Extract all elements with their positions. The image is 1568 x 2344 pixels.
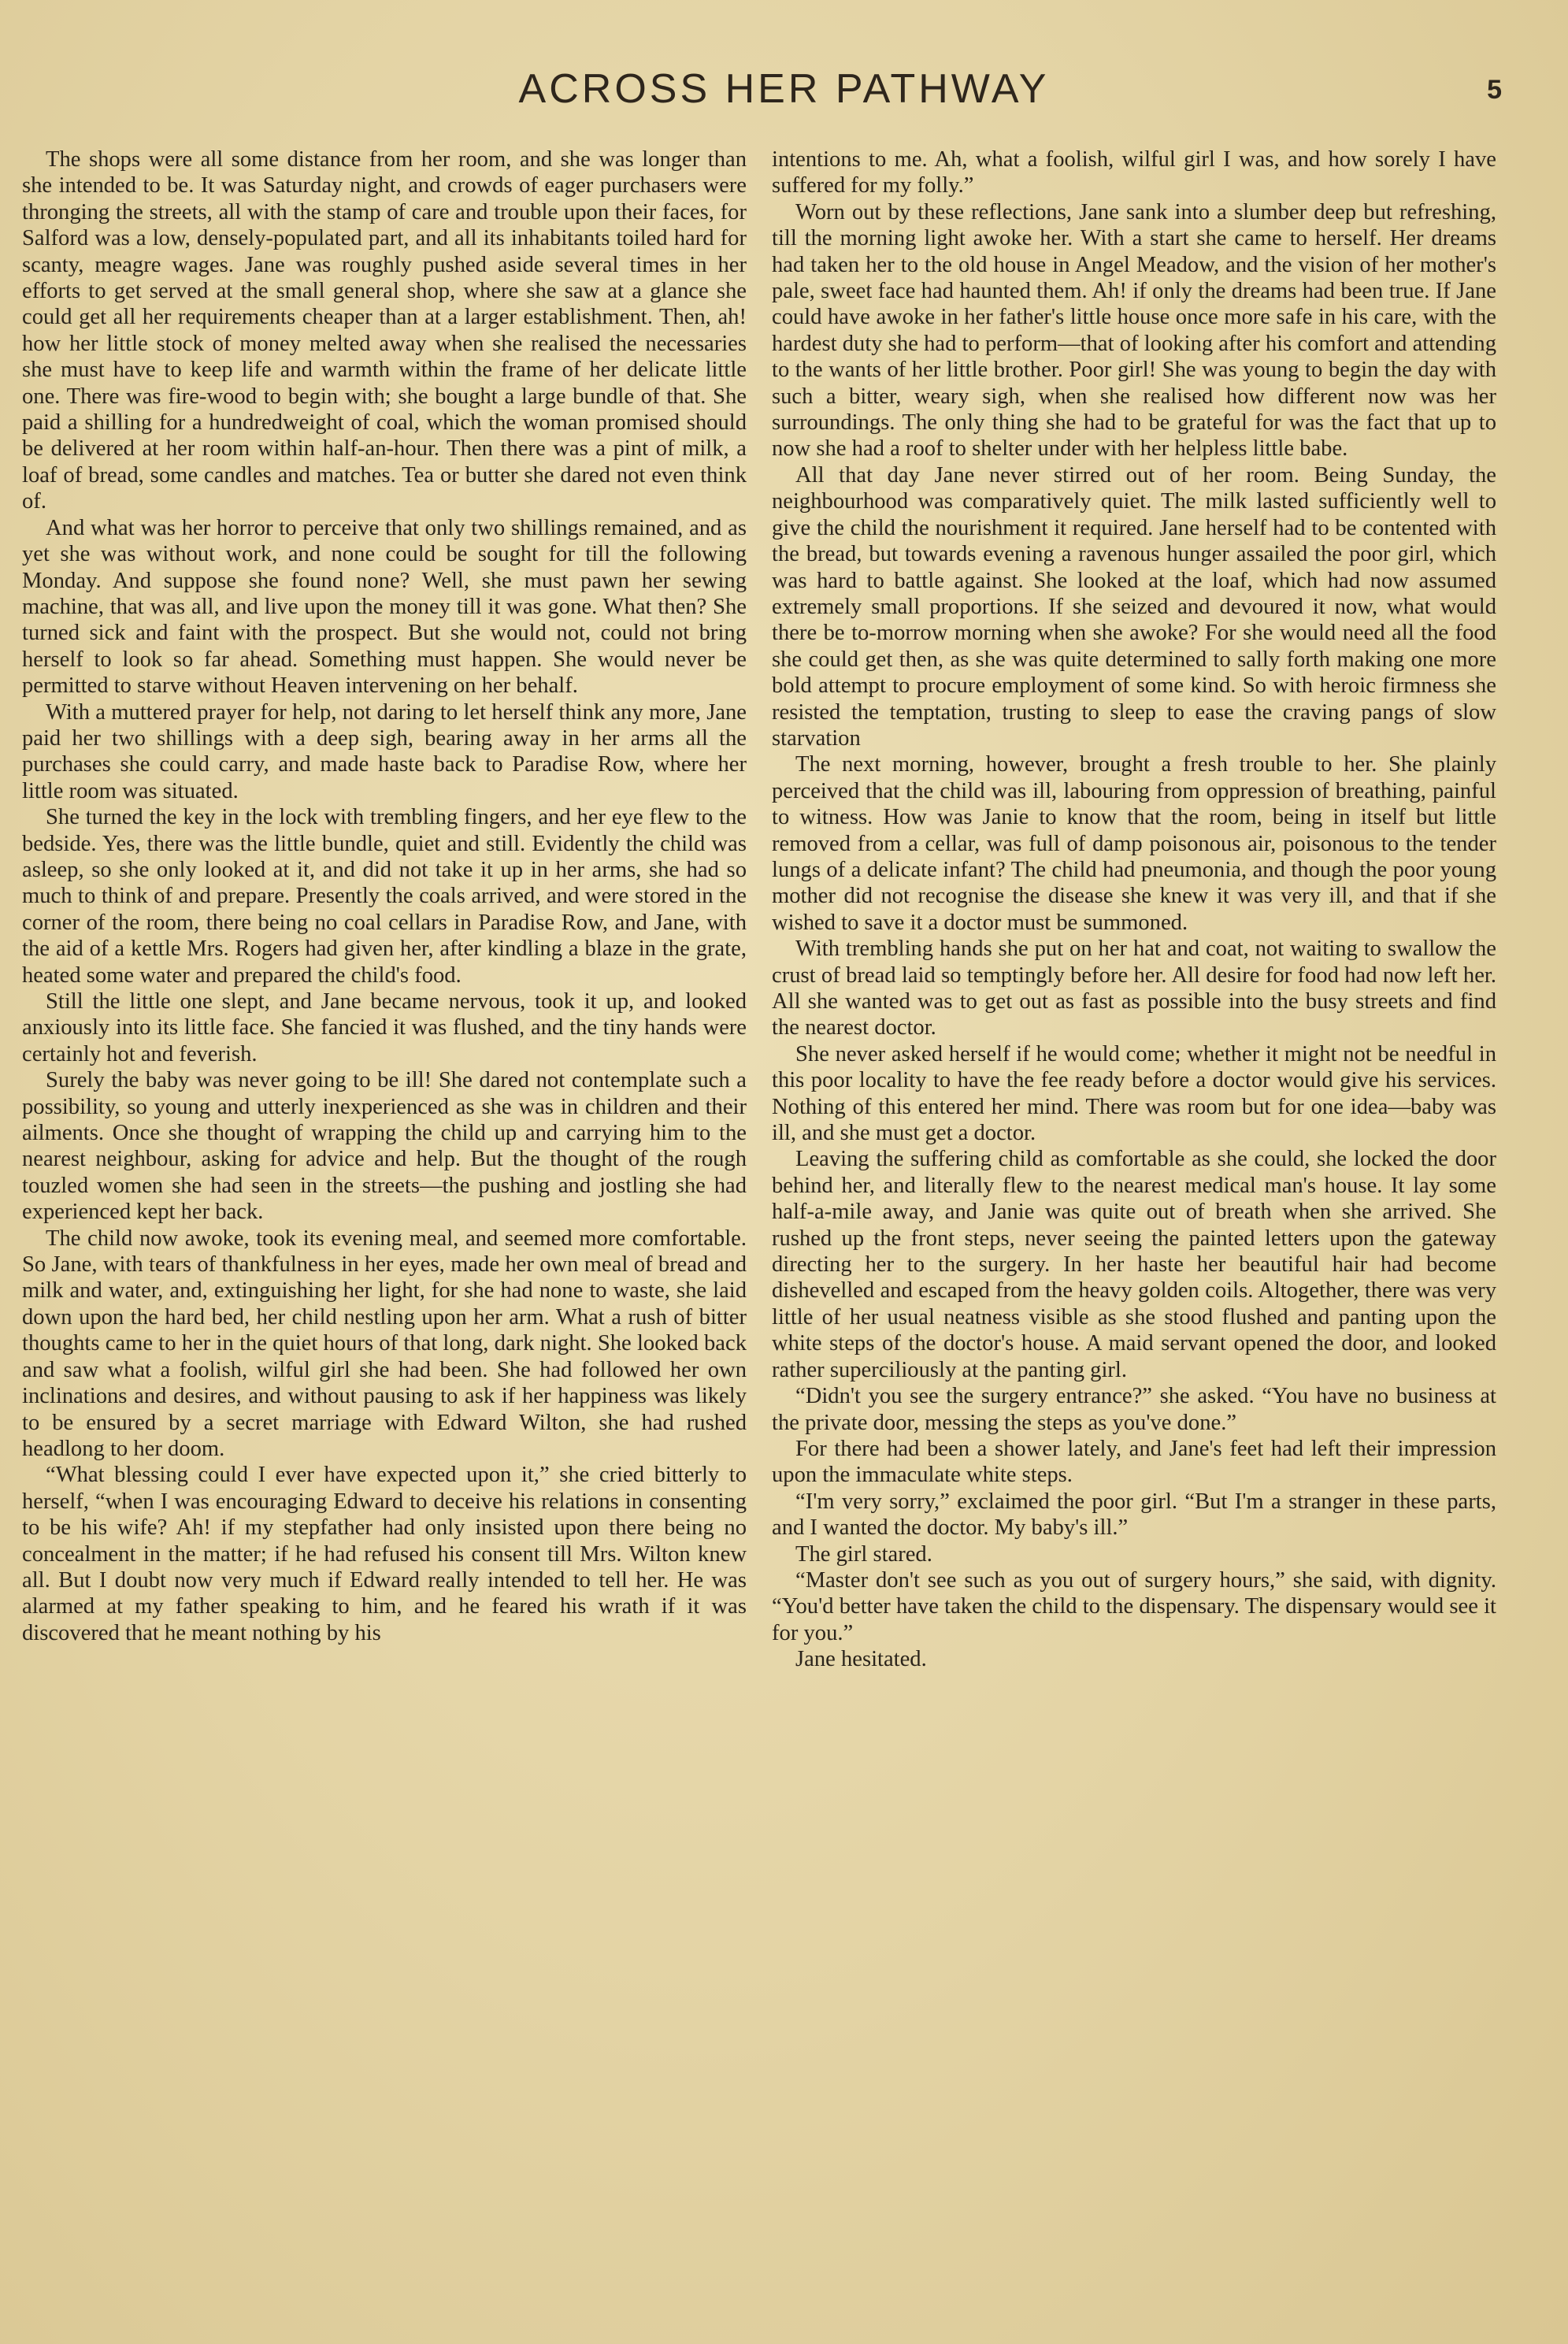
paragraph: The girl stared. <box>795 1541 932 1567</box>
paragraph: “I'm very sorry,” exclaimed the poor girl. “But I'm a stranger in these parts, and I wanted the doctor. My baby's ill.” <box>772 1489 1496 1541</box>
paragraph: With a muttered prayer for help, not daring to let herself think any more, Jane paid her two shillings with a deep sigh, bearing away in her arms all the purchases she could carry, and made haste back to Paradise Row, where her little room was situated. <box>22 699 747 803</box>
page-number: 5 <box>1487 75 1502 105</box>
paragraph: “Master don't see such as you out of surgery hours,” she said, with dignity. “You'd better have taken the child to the dispensary. The dispensary would see it for you.” <box>772 1567 1496 1645</box>
paragraph: Still the little one slept, and Jane became nervous, took it up, and looked anxiously into its little face. She fancied it was flushed, and the tiny hands were certainly hot and feverish. <box>22 989 747 1066</box>
paragraph: Worn out by these reflections, Jane sank into a slumber deep but refreshing, till the morning light awoke her. With a start she came to herself. Her dreams had taken her to the old house in Angel Meadow, and the vision of her mother's pale, sweet face had haunted them. Ah! if only the dreams had been true. If Jane could have awoke in her father's little house once more safe in his care, with the hardest duty she had to perform—that of looking after his comfort and attending to the wants of her little brother. Poor girl! She was young to begin the day with such a bitter, weary sigh, when she realised how different now was her surroundings. The only thing she had to be grateful for was the fact that up to now she had a roof to shelter under with her helpless little babe. <box>772 199 1496 462</box>
paragraph: And what was her horror to perceive that only two shillings remained, and as yet she was without work, and none could be sought for till the following Monday. And suppose she found none? Well, she must pawn her sewing machine, that was all, and live upon the money till it was gone. What then? She turned sick and faint with the prospect. But she would not, could not bring herself to look so far ahead. Something must happen. She would never be permitted to starve without Heaven intervening on her behalf. <box>22 515 747 699</box>
page-header <box>0 61 1568 117</box>
paragraph: She never asked herself if he would come; whether it might not be needful in this poor locality to have the fee ready before a doctor would give his services. Nothing of this entered her mind. There was room but for one idea—baby was ill, and she must get a doctor. <box>772 1041 1496 1146</box>
paragraph: All that day Jane never stirred out of her room. Being Sunday, the neighbourhood was comparatively quiet. The milk lasted sufficiently well to give the child the nourishment it required. Jane herself had to be contented with the bread, but towards evening a ravenous hunger assailed the poor girl, which was hard to battle against. She looked at the loaf, which had now assumed extremely small proportions. If she seized and devoured it now, what would there be to-morrow morning when she awoke? For she would need all the food she could get then, as she was quite determined to sally forth making one more bold attempt to procure employment of some kind. So with heroic firmness she resisted the temptation, trusting to sleep to ease the craving pangs of slow starvation <box>772 462 1496 751</box>
paragraph: For there had been a shower lately, and Jane's feet had left their impression upon the immaculate white steps. <box>772 1436 1496 1488</box>
paragraph: The child now awoke, took its evening meal, and seemed more comfortable. So Jane, with tears of thankfulness in her eyes, made her own meal of bread and milk and water, and, extinguishing her light, for she had none to waste, she laid down upon the hard bed, her child nestling upon her arm. What a rush of bitter thoughts came to her in the quiet hours of that long, dark night. She looked back and saw what a foolish, wilful girl she had been. She had followed her own inclinations and desires, and without pausing to ask if her happiness was likely to be ensured by a secret marriage with Edward Wilton, she had rushed headlong to her doom. <box>22 1226 747 1461</box>
paragraph: Jane hesitated. <box>795 1647 927 1672</box>
paragraph: The next morning, however, brought a fresh trouble to her. She plainly perceived that the child was ill, labouring from oppression of breathing, painful to witness. How was Janie to know that the room, being in itself but little removed from a cellar, was full of damp poisonous air, poisonous to the tender lungs of a delicate infant? The child had pneumonia, and though the poor young mother did not recognise the disease she knew it was very ill, and that if she wished to save it a doctor must be summoned. <box>772 752 1496 935</box>
running-title: ACROSS HER PATHWAY <box>518 66 1050 112</box>
paragraph: “Didn't you see the surgery entrance?” she asked. “You have no business at the private door, messing the steps as you've done.” <box>772 1384 1496 1435</box>
paragraph: The shops were all some distance from her room, and she was longer than she intended to be. It was Saturday night, and crowds of eager purchasers were thronging the streets, all with the stamp of care and trouble upon their faces, for Salford was a low, densely-populated part, and all its inhabitants toiled hard for scanty, meagre wages. Jane was roughly pushed aside several times in her efforts to get served at the small general shop, where she saw at a glance she could get all her requirements cheaper than at a larger establishment. Then, ah! how her little stock of money melted away when she realised the necessaries she must have to keep life and warmth within the frame of her delicate little one. There was fire-wood to begin with; she bought a large bundle of that. She paid a shilling for a hundredweight of coal, which the woman promised should be delivered at her room within half-an-hour. Then there was a pint of milk, a loaf of bread, some candles and matches. Tea or butter she dared not even think of. <box>22 147 747 514</box>
paragraph: With trembling hands she put on her hat and coat, not waiting to swallow the crust of bread laid so temptingly before her. All desire for food had now left her. All she wanted was to get out as fast as possible into the busy streets and find the nearest doctor. <box>772 936 1496 1040</box>
paragraph-continuation: intentions to me. Ah, what a foolish, wilful girl I was, and how sorely I have suffered for my folly.” <box>772 147 1496 198</box>
paragraph: Surely the baby was never going to be ill! She dared not contemplate such a possibility, so young and utterly inexperienced as she was in children and their ailments. Once she thought of wrapping the child up and carrying him to the nearest neighbour, asking for advice and help. But the thought of the rough touzled women she had seen in the streets—the pushing and jostling she had experienced kept her back. <box>22 1068 747 1225</box>
paragraph: Leaving the suffering child as comfortable as she could, she locked the door behind her, and literally flew to the nearest medical man's house. It lay some half-a-mile away, and Janie was quite out of breath when she arrived. She rushed up the front steps, never seeing the painted letters upon the gateway directing her to the surgery. In her haste her beautiful hair had become dishevelled and escaped from the heavy golden coils. Altogether, there was very little of her usual neatness visible as she stood flushed and panting upon the white steps of the doctor's house. A maid servant opened the door, and looked rather superciliously at the panting girl. <box>772 1147 1496 1382</box>
paragraph: “What blessing could I ever have expected upon it,” she cried bitterly to herself, “when I was encouraging Edward to deceive his relations in consenting to be his wife? Ah! if my stepfather had only insisted upon there being no concealment in the matter; if he had refused his consent till Mrs. Wilton knew all. But I doubt now very much if Edward really intended to tell her. He was alarmed at my father speaking to him, and he feared his wrath if it was discovered that he meant nothing by his <box>22 1463 747 1645</box>
left-column <box>22 146 747 1646</box>
paragraph: She turned the key in the lock with trembling fingers, and her eye flew to the bedside. Yes, there was the little bundle, quiet and still. Evidently the child was asleep, so she only looked at it, and did not take it up in her arms, she had so much to think of and prepare. Presently the coals arrived, and were stored in the corner of the room, there being no coal cellars in Paradise Row, and Jane, with the aid of a kettle Mrs. Rogers had given her, after kindling a blaze in the grate, heated some water and prepared the child's food. <box>22 805 747 988</box>
right-column <box>772 146 1496 1673</box>
